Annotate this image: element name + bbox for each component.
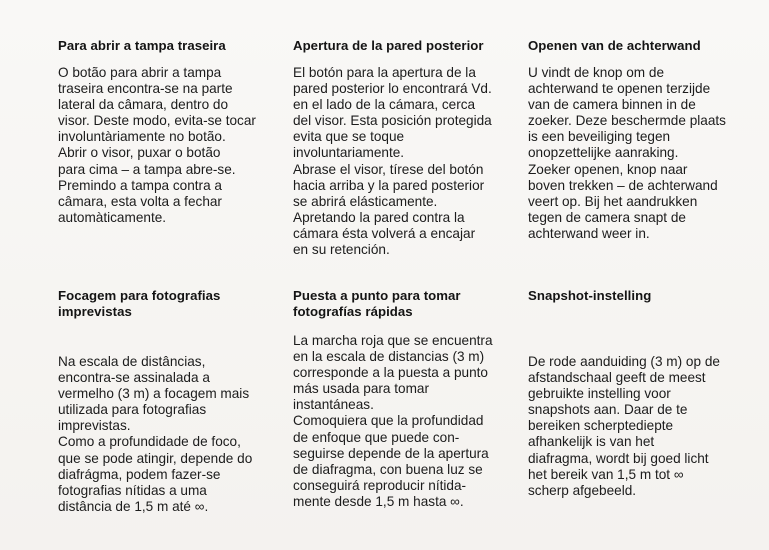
section-heading (58, 38, 278, 54)
section-pt-open-back (58, 38, 278, 226)
body-line: Abrir o visor, puxar o botão (58, 145, 221, 161)
section-body (293, 333, 518, 510)
body-line: diafragma, wordt bij goed licht (528, 450, 709, 466)
section-nl-open-back (528, 38, 748, 242)
body-line: El botón para la apertura de la (293, 65, 476, 80)
section-heading (293, 288, 518, 320)
body-line: veert op. Bij het aandrukken (528, 193, 698, 209)
body-line: Zoeker openen, knop naar (528, 161, 688, 177)
body-line: U vindt de knop om de (528, 65, 665, 80)
body-line: boven trekken – de achterwand (528, 177, 718, 193)
section-nl-snapshot (528, 288, 748, 499)
body-line: Premindo a tampa contra a (58, 177, 222, 193)
body-line: achterwand te openen terzijde (528, 81, 711, 97)
body-line: diafrágma, podem fazer-se (58, 466, 221, 482)
body-line: O botão para abrir a tampa (58, 65, 222, 80)
body-line: afstandschaal geeft de meest (528, 370, 706, 386)
body-line: fotografias nítidas a uma (58, 482, 207, 498)
body-line: encontra-se assinalada a (58, 370, 210, 386)
section-body (58, 354, 278, 515)
body-line: vermelho (3 m) a focagem mais (58, 386, 250, 402)
body-line: evita que se toque (293, 129, 405, 145)
body-line: is een beveiliging tegen (528, 129, 671, 145)
body-line: afhankelijk is van het (528, 434, 655, 450)
body-line: traseira encontra-se na parte (58, 81, 233, 97)
body-line: gebruikte instelling voor (528, 386, 671, 402)
body-line: zoeker. Deze beschermde plaats (528, 113, 726, 129)
section-heading (528, 38, 748, 54)
body-line: cámara ésta volverá a encajar (293, 225, 476, 241)
body-line: Como a profundidade de foco, (58, 434, 241, 450)
body-line: que se pode atingir, depende do (58, 450, 253, 466)
body-line: se abrirá elásticamente. (293, 193, 438, 209)
section-body (528, 354, 748, 499)
section-pt-snapshot (58, 288, 278, 515)
body-line: tegen de camera snapt de (528, 209, 686, 225)
section-es-open-back (293, 38, 518, 258)
body-line: visor. Deste modo, evita-se tocar (58, 113, 256, 129)
body-line: involuntàriamente no botão. (58, 129, 226, 145)
heading-line: fotografías rápidas (293, 304, 413, 319)
heading-line: imprevistas (58, 304, 132, 319)
body-line: bereiken scherptediepte (528, 418, 674, 434)
body-line: imprevistas. (58, 418, 131, 434)
heading-line: Puesta a punto para tomar (293, 288, 461, 303)
body-line: de enfoque que puede con- (293, 429, 460, 445)
body-line: del visor. Esta posición protegida (293, 113, 492, 129)
body-line: en su retención. (293, 242, 390, 258)
heading-line: Focagem para fotografias (58, 288, 221, 303)
section-heading (293, 38, 518, 54)
body-line: câmara, esta volta a fechar (58, 193, 222, 209)
heading-line: Apertura de la pared posterior (293, 38, 484, 53)
body-line: corresponde a la puesta a punto (293, 365, 488, 381)
section-es-snapshot (293, 288, 518, 510)
heading-line: Snapshot-instelling (528, 288, 652, 303)
section-body (293, 65, 518, 258)
body-line: van de camera binnen in de (528, 97, 696, 113)
body-line: en el lado de la cámara, cerca (293, 97, 476, 113)
body-line: involuntariamente. (293, 145, 405, 161)
heading-line: Openen van de achterwand (528, 38, 701, 53)
section-heading (528, 288, 748, 304)
body-line: achterwand weer in. (528, 225, 650, 241)
body-line: conseguirá reproducir nítida- (293, 477, 467, 493)
section-heading (58, 288, 278, 320)
body-line: instantáneas. (293, 397, 374, 413)
body-line: distância de 1,5 m até ∞. (58, 498, 209, 514)
section-body (528, 65, 748, 242)
body-line: scherp afgebeeld. (528, 482, 637, 498)
body-line: De rode aanduiding (3 m) op de (528, 354, 720, 369)
body-line: Apretando la pared contra la (293, 209, 465, 225)
body-line: Na escala de distâncias, (58, 354, 206, 369)
body-line: snapshots aan. Daar de te (528, 402, 688, 418)
body-line: onopzettelijke aanraking. (528, 145, 679, 161)
section-body (58, 65, 278, 226)
heading-line: Para abrir a tampa traseira (58, 38, 226, 53)
body-line: het bereik van 1,5 m tot ∞ (528, 466, 684, 482)
body-line: en la escala de distancias (3 m) (293, 349, 485, 365)
body-line: Comoquiera que la profundidad (293, 413, 484, 429)
body-line: mente desde 1,5 m hasta ∞. (293, 493, 464, 509)
body-line: La marcha roja que se encuentra (293, 333, 493, 348)
body-line: de diafragma, con buena luz se (293, 461, 483, 477)
body-line: pared posterior lo encontrará Vd. (293, 81, 492, 97)
body-line: para cima – a tampa abre-se. (58, 161, 236, 177)
body-line: lateral da câmara, dentro do (58, 97, 229, 113)
body-line: utilizada para fotografias (58, 402, 207, 418)
body-line: seguirse depende de la apertura (293, 445, 489, 461)
body-line: hacia arriba y la pared posterior (293, 177, 485, 193)
body-line: más usada para tomar (293, 381, 430, 397)
body-line: automàticamente. (58, 209, 167, 225)
body-line: Abrase el visor, tírese del botón (293, 161, 484, 177)
